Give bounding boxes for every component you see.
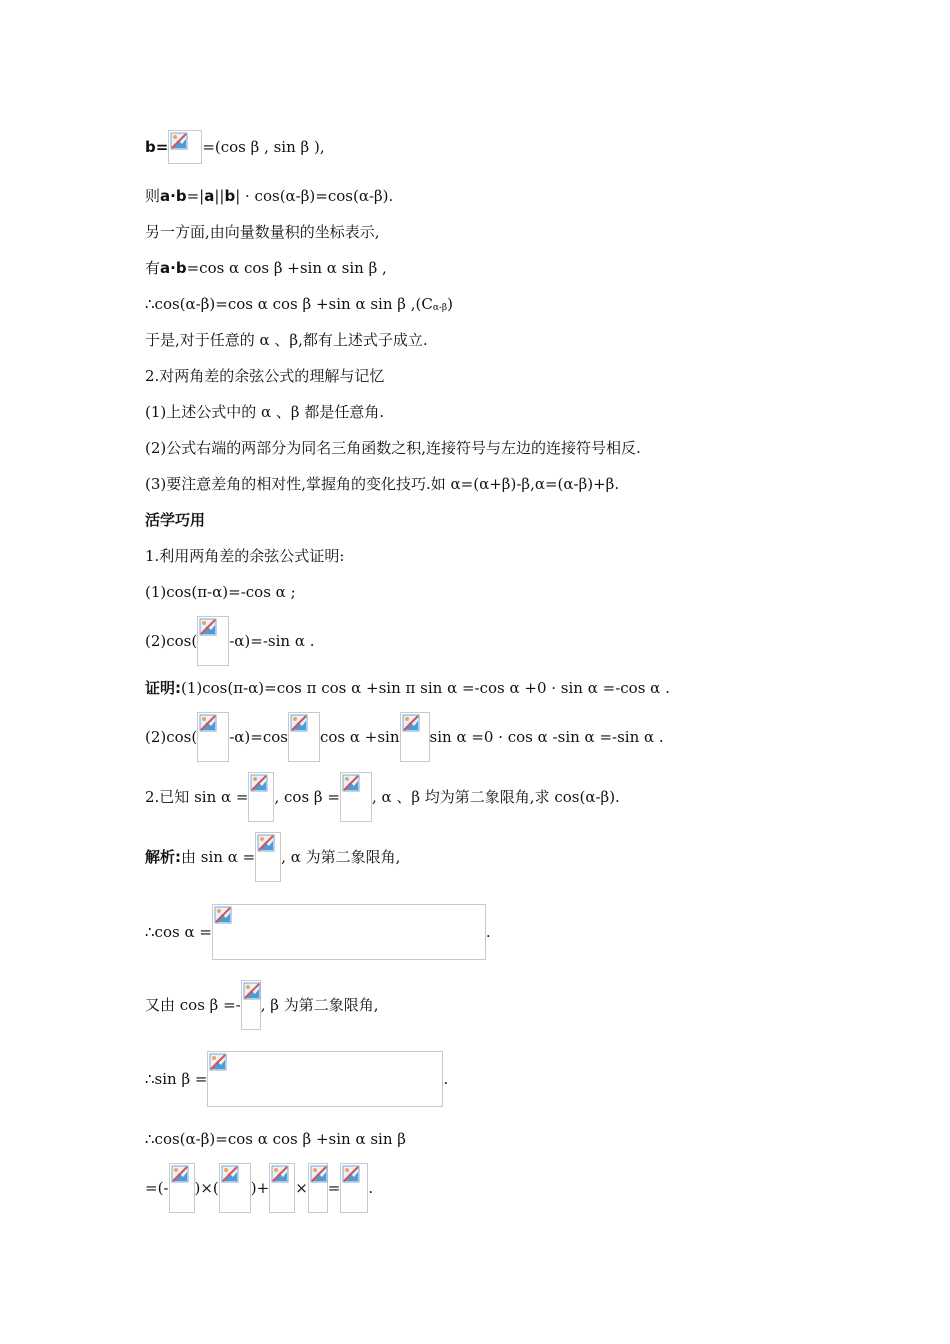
subscript: α-β (432, 303, 448, 313)
broken-image-icon (340, 1163, 368, 1213)
text: . (443, 1070, 449, 1088)
text: cos α +sin (319, 728, 400, 746)
text: · (170, 187, 176, 205)
vector-a: a (160, 187, 171, 205)
text: 又由 cos β =- (145, 996, 241, 1014)
text: =| (186, 187, 205, 205)
text: · (170, 259, 176, 277)
text: -α)=cos (229, 728, 288, 746)
text: =(cos β , sin β ), (202, 138, 325, 156)
text: =cos α cos β +sin α sin β , (186, 259, 387, 277)
text: ∴cos α = (145, 923, 212, 941)
text: , β 为第二象限角, (260, 996, 379, 1014)
proof-1 (145, 678, 670, 698)
text: 另一方面,由向量数量积的坐标表示, (145, 223, 380, 241)
broken-image-icon (212, 904, 486, 960)
text: , α 、β 均为第二象限角,求 cos(α-β). (371, 788, 620, 806)
text: (1)上述公式中的 α 、β 都是任意角. (145, 403, 385, 421)
broken-image-icon (197, 616, 229, 666)
analysis-result (145, 1163, 373, 1213)
analysis-1 (145, 832, 400, 882)
vector-b: b (175, 259, 187, 277)
text: 2.对两角差的余弦公式的理解与记忆 (145, 367, 385, 385)
analysis-2 (145, 980, 379, 1030)
text: . (485, 923, 491, 941)
broken-image-icon (308, 1163, 328, 1213)
text: (2)公式右端的两部分为同名三角函数之积,连接符号与左边的连接符号相反. (145, 439, 641, 457)
text: -α)=-sin α . (229, 632, 315, 650)
text: (2)cos( (145, 728, 198, 746)
broken-image-icon (269, 1163, 295, 1213)
line-conclusion (145, 330, 428, 350)
broken-image-icon (255, 832, 281, 882)
section-heading-2 (145, 366, 384, 386)
analysis-sin-beta (145, 1051, 448, 1107)
analysis-cos-alpha (145, 904, 491, 960)
exercise-2 (145, 772, 620, 822)
analysis-expand (145, 1129, 406, 1149)
exercise-1-part-2 (145, 616, 315, 666)
text: × (295, 1179, 308, 1197)
text: 有 (145, 259, 161, 277)
line-dot-product (145, 186, 393, 206)
line-b-vector (145, 130, 325, 164)
broken-image-icon (400, 712, 430, 762)
text: (1)cos(π-α)=-cos α ; (145, 583, 296, 601)
text: (3)要注意差角的相对性,掌握角的变化技巧.如 α=(α+β)-β,α=(α-β)+β. (145, 475, 620, 493)
text: || (214, 187, 225, 205)
text: ) (447, 295, 453, 313)
text: = (327, 1179, 341, 1197)
broken-image-icon (288, 712, 320, 762)
vector-a: a (160, 259, 171, 277)
text: , α 为第二象限角, (281, 848, 401, 866)
text: 于是,对于任意的 α 、β,都有上述式子成立. (145, 331, 428, 349)
text: ∴cos(α-β)=cos α cos β +sin α sin β (145, 1130, 406, 1148)
text: 2.已知 sin α = (145, 788, 249, 806)
text: ∴cos(α-β)=cos α cos β +sin α sin β ,(C (145, 295, 433, 313)
text: 则 (145, 187, 161, 205)
vector-b: b (224, 187, 236, 205)
section-title-practice (145, 510, 205, 530)
text: 活学巧用 (145, 511, 206, 529)
vector-a: a (204, 187, 215, 205)
text: ∴sin β = (145, 1070, 208, 1088)
text: (2)cos( (145, 632, 198, 650)
broken-image-icon (168, 130, 202, 164)
text: )+ (250, 1179, 270, 1197)
text: b= (145, 138, 169, 156)
line-formula (145, 294, 453, 314)
exercise-1 (145, 546, 344, 566)
text: 1.利用两角差的余弦公式证明: (145, 547, 345, 565)
broken-image-icon (207, 1051, 443, 1107)
broken-image-icon (197, 712, 229, 762)
broken-image-icon (241, 980, 261, 1030)
text: =(- (145, 1179, 169, 1197)
broken-image-icon (169, 1163, 195, 1213)
broken-image-icon (219, 1163, 251, 1213)
vector-b: b (175, 187, 187, 205)
label: 证明: (145, 679, 181, 697)
exercise-1-part-1 (145, 582, 296, 602)
text: | · cos(α-β)=cos(α-β). (235, 187, 394, 205)
text: 由 sin α = (181, 848, 256, 866)
text: (1)cos(π-α)=cos π cos α +sin π sin α =-cos α +0 · sin α =-cos α . (181, 679, 670, 697)
point-1 (145, 402, 384, 422)
broken-image-icon (340, 772, 372, 822)
text: )×( (194, 1179, 219, 1197)
point-2 (145, 438, 641, 458)
line-has (145, 258, 387, 278)
proof-2 (145, 712, 664, 762)
text: . (368, 1179, 374, 1197)
text: sin α =0 · cos α -sin α =-sin α . (429, 728, 664, 746)
point-3 (145, 474, 619, 494)
text: , cos β = (274, 788, 340, 806)
label: 解析: (145, 848, 181, 866)
line-coordinate (145, 222, 380, 242)
broken-image-icon (248, 772, 274, 822)
